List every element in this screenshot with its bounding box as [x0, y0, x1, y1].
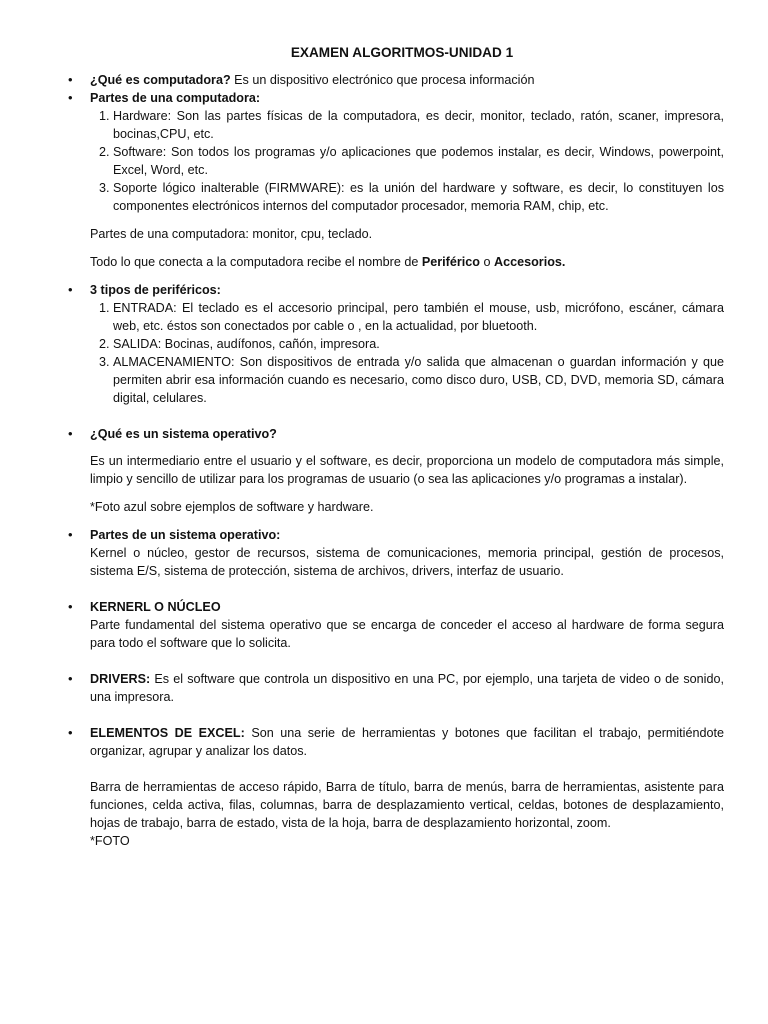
excel-elements-list: Barra de herramientas de acceso rápido, Barra de título, barra de menús, barra de herramientas, asistente para funciones, celda activa, filas, columnas, barra de desplazamiento vertical, celdas, botones de desplazamiento, hojas de trabajo, barra de estado, vista de la hoja, barra de desplazamiento horizontal, zoom.	[90, 780, 724, 830]
bullet-kernel	[68, 598, 724, 652]
list-item: 2. SALIDA: Bocinas, audífonos, cañón, impresora.	[113, 335, 724, 353]
heading-excel-elements: ELEMENTOS DE EXCEL:	[90, 726, 245, 740]
kernel-text: Parte fundamental del sistema operativo que se encarga de conceder el acceso al hardware de forma segura para todo el software que lo solicita.	[90, 618, 724, 650]
heading-what-is-os: ¿Qué es un sistema operativo?	[90, 427, 277, 441]
note-computer-parts: Partes de una computadora: monitor, cpu, teclado.	[90, 227, 373, 241]
bullet-peripheral-types	[68, 281, 724, 299]
os-parts-text: Kernel o núcleo, gestor de recursos, sistema de comunicaciones, memoria principal, gestión de procesos, sistema E/S, sistema de protección, sistema de archivos, drivers, interfaz de usuario.	[90, 546, 724, 578]
list-item: 1. Hardware: Son las partes físicas de la computadora, es decir, monitor, teclado, ratón, scaner, impresora, bocinas,CPU, etc.	[113, 107, 724, 143]
bullet-what-is-computer	[68, 71, 724, 89]
page-title: EXAMEN ALGORITMOS-UNIDAD 1	[290, 45, 514, 60]
heading-kernel: KERNERL O NÚCLEO	[90, 600, 221, 614]
bullet-os-parts	[68, 526, 724, 580]
peripheral-types-list	[68, 299, 724, 407]
bullet-excel-elements	[68, 724, 724, 760]
term-periferico: Periférico	[421, 255, 480, 269]
excel-elements-text: Son una serie de herramientas y botones que facilitan el trabajo, permitiéndote organizar, agrupar y analizar los datos.	[90, 726, 724, 758]
bullet-what-is-os	[68, 425, 724, 443]
heading-drivers: DRIVERS:	[90, 672, 151, 686]
os-definition: Es un intermediario entre el usuario y el software, es decir, proporciona un modelo de computadora más simple, limpio y sencillo de utilizar para los programas de usuario (o sea las aplicaciones y/o programas a instalar).	[90, 454, 724, 486]
heading-peripheral-types: 3 tipos de periféricos:	[90, 283, 221, 297]
os-photo-note: *Foto azul sobre ejemplos de software y hardware.	[90, 500, 374, 514]
answer-computer: Es un dispositivo electrónico que procesa información	[230, 73, 535, 87]
peripheral-definition	[90, 253, 724, 271]
bullet-computer-parts	[68, 89, 724, 107]
list-item: 3. Soporte lógico inalterable (FIRMWARE): es la unión del hardware y software, es decir, lo constituyen los componentes electrónicos internos del computador procesador, memoria RAM, chip, etc.	[113, 179, 724, 215]
excel-photo-note: *FOTO	[90, 834, 130, 848]
question-computer: ¿Qué es computadora?	[90, 73, 231, 87]
drivers-text: Es el software que controla un dispositivo en una PC, por ejemplo, una tarjeta de video o de sonido, una impresora.	[90, 672, 724, 704]
heading-os-parts: Partes de un sistema operativo:	[90, 528, 281, 542]
computer-parts-list	[68, 107, 724, 215]
list-item: 2. Software: Son todos los programas y/o aplicaciones que podemos instalar, es decir, Windows, powerpoint, Excel, Word, etc.	[113, 143, 724, 179]
list-item: 1. ENTRADA: El teclado es el accesorio principal, pero también el mouse, usb, micrófono, escáner, cámara web, etc. éstos son conectados por cable o , en la actualidad, por bluetooth.	[113, 299, 724, 335]
conjunction: o	[479, 255, 494, 269]
bullet-drivers	[68, 670, 724, 706]
list-item: 3. ALMACENAMIENTO: Son dispositivos de entrada y/o salida que almacenan o guardan información y que permiten abrir esa información cuando es necesario, como disco duro, USB, CD, DVD, memoria SD, cámara digital, celulares.	[113, 353, 724, 407]
peripheral-definition-text: Todo lo que conecta a la computadora recibe el nombre de	[90, 255, 422, 269]
term-accesorios: Accesorios.	[493, 255, 566, 269]
heading-computer-parts: Partes de una computadora:	[90, 91, 261, 105]
